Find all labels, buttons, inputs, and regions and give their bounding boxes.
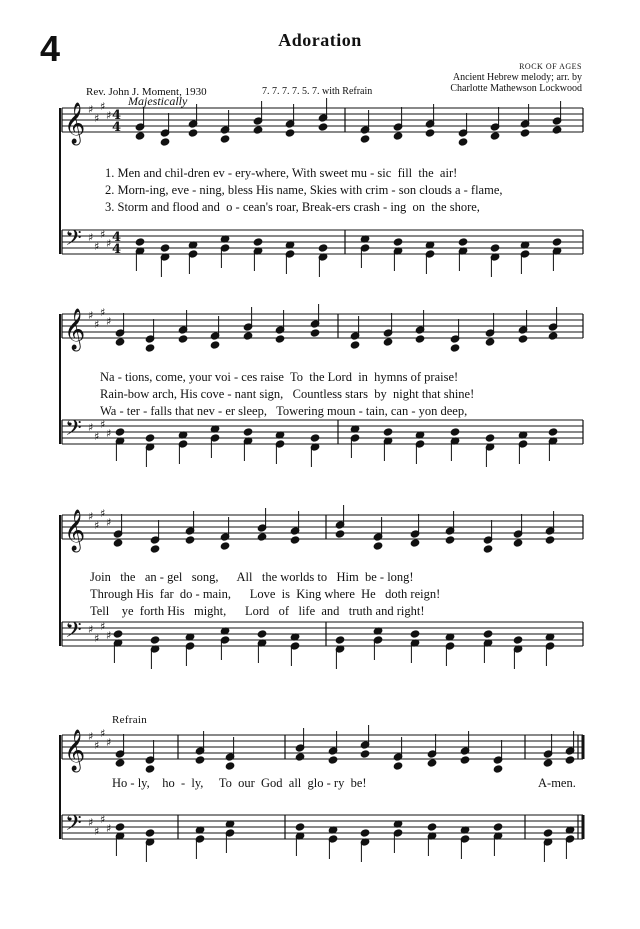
- note-head: [290, 536, 300, 544]
- lyric-line-s2-v1: Na - tions, come, your voi - ces raise To the Lord in hymns of praise!: [100, 370, 459, 384]
- note-head: [335, 530, 345, 538]
- lyric-line-s3-v2: Through His far do - main, Love is King where He doth reign!: [90, 587, 441, 601]
- note-head: [410, 630, 420, 638]
- time-signature-top: 4: [112, 230, 122, 245]
- note-head: [243, 332, 253, 340]
- note-head: [178, 335, 188, 343]
- time-signature-bottom: 4: [112, 120, 122, 135]
- sharp-icon: ♯: [94, 112, 100, 125]
- note-head: [195, 756, 205, 764]
- bass-clef-icon: 𝄢: [65, 226, 82, 256]
- note-head: [318, 244, 328, 252]
- sharp-icon: ♯: [94, 825, 100, 838]
- sharp-icon: ♯: [94, 318, 100, 331]
- note-head: [220, 542, 230, 550]
- sharp-icon: ♯: [106, 736, 112, 749]
- note-head: [450, 344, 460, 352]
- note-head: [393, 132, 403, 140]
- sharp-icon: ♯: [88, 103, 94, 116]
- sharp-icon: ♯: [106, 427, 112, 440]
- note-head: [295, 753, 305, 761]
- author-credit: Rev. John J. Moment, 1930: [86, 86, 207, 98]
- note-head: [543, 759, 553, 767]
- note-head: [425, 129, 435, 137]
- note-head: [335, 636, 345, 644]
- sharp-icon: ♯: [106, 629, 112, 642]
- refrain-label: Refrain: [112, 714, 148, 726]
- note-head: [145, 434, 155, 442]
- sharp-icon: ♯: [88, 231, 94, 244]
- amen-label: A-men.: [538, 776, 576, 790]
- note-head: [188, 129, 198, 137]
- note-head: [160, 138, 170, 146]
- sharp-icon: ♯: [94, 430, 100, 443]
- note-head: [115, 428, 125, 436]
- note-head: [115, 823, 125, 831]
- note-head: [145, 829, 155, 837]
- sharp-icon: ♯: [100, 813, 106, 826]
- barlines: [62, 108, 583, 839]
- sharp-icon: ♯: [88, 510, 94, 523]
- bass-clef-icon: 𝄢: [65, 618, 82, 648]
- note-head: [253, 238, 263, 246]
- lyric-line-s4-v1: Ho - ly, ho - ly, To our God all glo - ry be!: [112, 776, 367, 790]
- lyric-line-s1-v1: 1. Men and chil-dren ev - ery-where, With sweet mu - sic fill the air!: [105, 166, 458, 180]
- treble-clef-icon: 𝄞: [64, 309, 86, 350]
- sharp-icon: ♯: [100, 507, 106, 520]
- sharp-icon: ♯: [88, 623, 94, 636]
- tune-name: ROCK OF AGES: [519, 62, 582, 71]
- sharp-icon: ♯: [94, 632, 100, 645]
- note-head: [145, 765, 155, 773]
- sharp-icon: ♯: [106, 822, 112, 835]
- note-head: [360, 135, 370, 143]
- tempo-marking: Majestically: [128, 94, 188, 108]
- note-head: [460, 756, 470, 764]
- note-head: [383, 338, 393, 346]
- note-head: [458, 138, 468, 146]
- sharp-icon: ♯: [106, 109, 112, 122]
- sharp-icon: ♯: [106, 237, 112, 250]
- note-head: [360, 750, 370, 758]
- sharp-icon: ♯: [88, 309, 94, 322]
- sharp-icon: ♯: [94, 519, 100, 532]
- staff-lines: [62, 108, 583, 839]
- note-head: [493, 823, 503, 831]
- note-head: [220, 135, 230, 143]
- note-head: [545, 536, 555, 544]
- note-head: [548, 428, 558, 436]
- treble-clef-icon: 𝄞: [64, 103, 86, 144]
- note-head: [318, 123, 328, 131]
- note-head: [427, 759, 437, 767]
- sharp-icon: ♯: [100, 306, 106, 319]
- treble-clef-icon: 𝄞: [64, 510, 86, 551]
- note-head: [490, 132, 500, 140]
- lyric-line-s2-v2: Rain-bow arch, His cove - nant sign, Countless stars by night that shine!: [100, 387, 475, 401]
- note-head: [253, 126, 263, 134]
- sharp-icon: ♯: [106, 516, 112, 529]
- note-head: [513, 539, 523, 547]
- sharp-icon: ♯: [88, 730, 94, 743]
- lyric-line-s3-v3: Tell ye forth His might, Lord of life and truth and right!: [90, 604, 425, 618]
- note-head: [450, 428, 460, 436]
- note-head: [373, 542, 383, 550]
- note-head: [427, 823, 437, 831]
- note-head: [225, 762, 235, 770]
- note-head: [115, 759, 125, 767]
- note-head: [257, 533, 267, 541]
- sharp-icon: ♯: [106, 315, 112, 328]
- note-head: [150, 636, 160, 644]
- note-head: [543, 829, 553, 837]
- note-head: [145, 344, 155, 352]
- note-head: [383, 428, 393, 436]
- source-line-2: Charlotte Mathewson Lockwood: [450, 83, 582, 94]
- page-title: Adoration: [278, 30, 362, 50]
- note-head: [483, 545, 493, 553]
- sharp-icon: ♯: [94, 739, 100, 752]
- note-head: [285, 129, 295, 137]
- note-head: [565, 756, 575, 764]
- sharp-icon: ♯: [100, 418, 106, 431]
- note-head: [113, 539, 123, 547]
- note-head: [210, 341, 220, 349]
- sharp-icon: ♯: [88, 816, 94, 829]
- note-head: [257, 630, 267, 638]
- sharp-icon: ♯: [100, 620, 106, 633]
- note-head: [113, 630, 123, 638]
- note-head: [485, 434, 495, 442]
- note-head: [135, 238, 145, 246]
- note-head: [518, 335, 528, 343]
- lyric-line-s1-v2: 2. Morn-ing, eve - ning, bless His name, Skies with crim - son clouds a - flame,: [105, 183, 503, 197]
- note-head: [415, 335, 425, 343]
- note-head: [513, 636, 523, 644]
- hymn-number: 4: [40, 28, 61, 69]
- sharp-icon: ♯: [100, 100, 106, 113]
- lyric-line-s1-v3: 3. Storm and flood and o - cean's roar, Break-ers crash - ing on the shore,: [105, 200, 480, 214]
- note-head: [393, 762, 403, 770]
- note-head: [485, 338, 495, 346]
- note-head: [490, 244, 500, 252]
- source-line-1: Ancient Hebrew melody; arr. by: [452, 72, 582, 83]
- note-head: [520, 129, 530, 137]
- note-head: [552, 238, 562, 246]
- note-head: [493, 765, 503, 773]
- note-head: [135, 132, 145, 140]
- note-head: [275, 335, 285, 343]
- note-head: [360, 829, 370, 837]
- note-head: [350, 341, 360, 349]
- note-head: [445, 536, 455, 544]
- lyric-line-s3-v1: Join the an - gel song, All the worlds to Him be - long!: [90, 570, 414, 584]
- note-head: [185, 536, 195, 544]
- note-head: [115, 338, 125, 346]
- note-head: [243, 428, 253, 436]
- bass-clef-icon: 𝄢: [65, 416, 82, 446]
- note-head: [458, 238, 468, 246]
- note-head: [328, 756, 338, 764]
- note-head: [483, 630, 493, 638]
- note-head: [552, 126, 562, 134]
- note-head: [393, 238, 403, 246]
- key-signatures: [88, 100, 111, 838]
- note-head: [410, 539, 420, 547]
- sharp-icon: ♯: [94, 240, 100, 253]
- treble-clef-icon: 𝄞: [64, 730, 86, 771]
- note-head: [150, 545, 160, 553]
- time-signatures: [112, 108, 121, 257]
- note-head: [160, 244, 170, 252]
- note-head: [295, 823, 305, 831]
- note-head: [310, 434, 320, 442]
- lyric-line-s2-v3: Wa - ter - falls that nev - er sleep, Towering moun - tain, can - yon deep,: [100, 404, 468, 418]
- time-signature-top: 4: [112, 108, 122, 123]
- time-signature-bottom: 4: [112, 242, 122, 257]
- sharp-icon: ♯: [88, 421, 94, 434]
- sharp-icon: ♯: [100, 727, 106, 740]
- sharp-icon: ♯: [100, 228, 106, 241]
- note-head: [310, 329, 320, 337]
- meter-label: 7. 7. 7. 7. 5. 7. with Refrain: [262, 86, 373, 97]
- note-head: [548, 332, 558, 340]
- bass-clef-icon: 𝄢: [65, 811, 82, 841]
- clefs: [64, 102, 85, 841]
